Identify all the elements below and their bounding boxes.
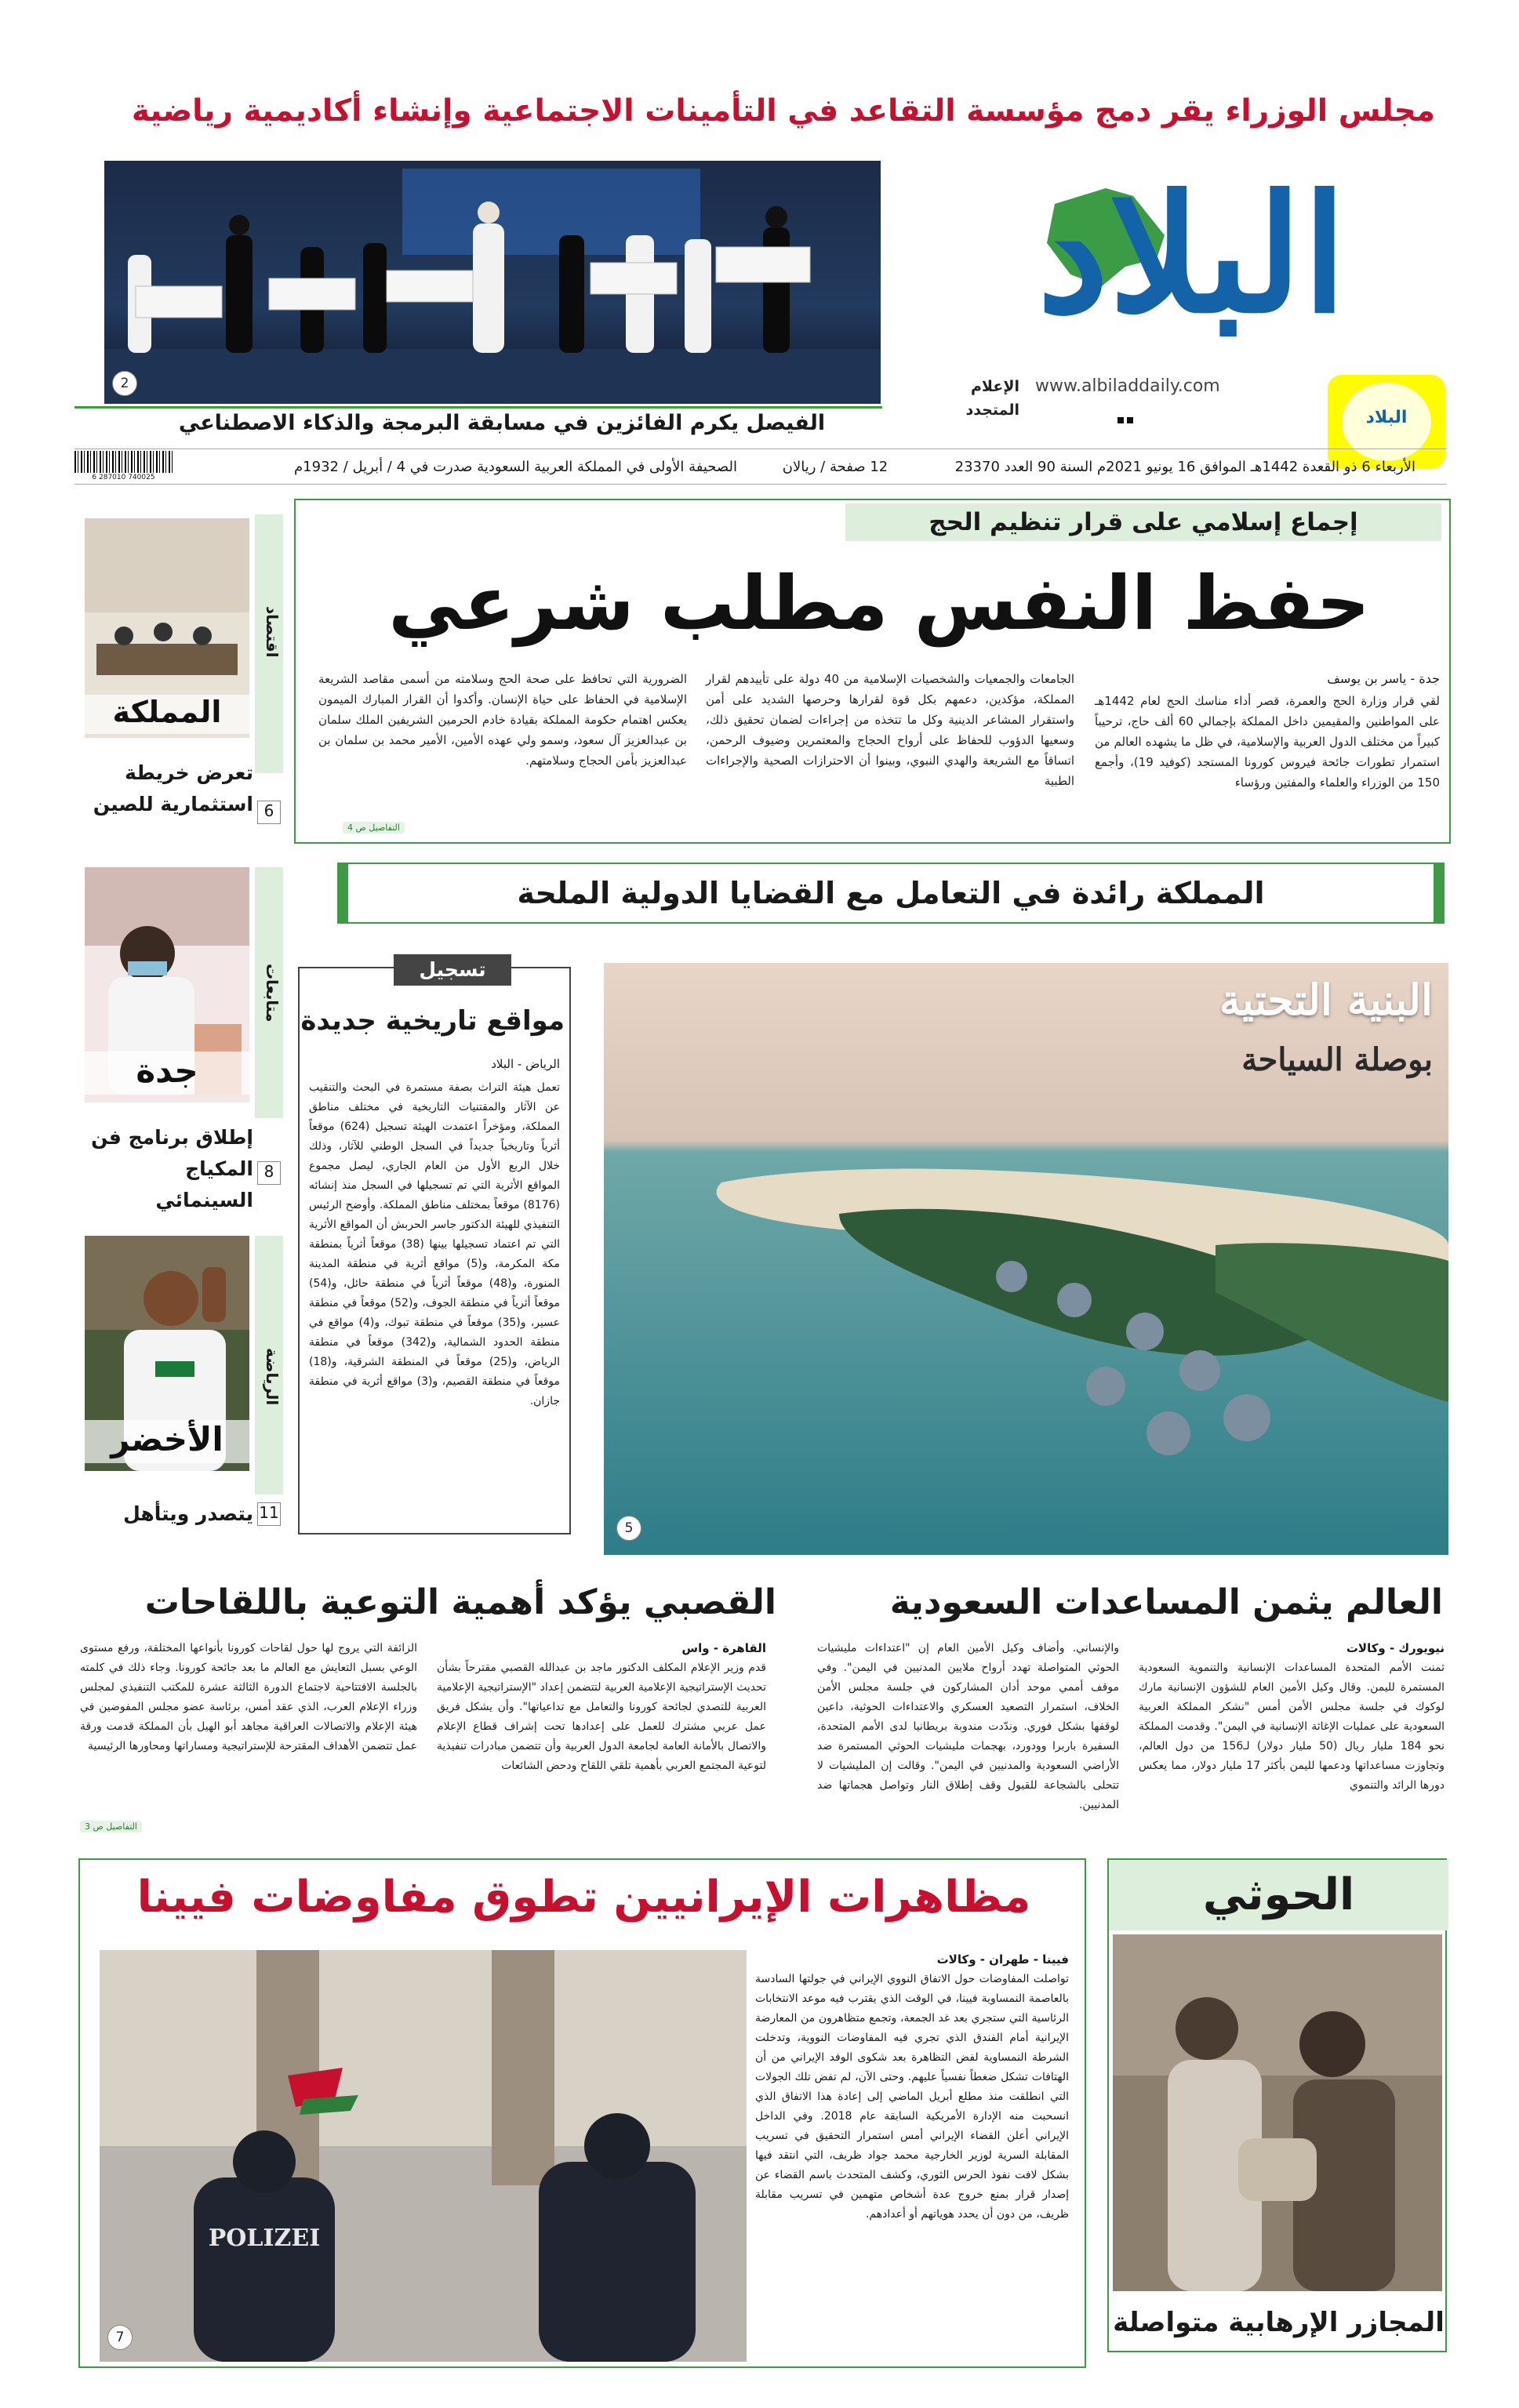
sidebar: [78, 499, 286, 1549]
houthi-photo[interactable]: [1113, 1934, 1442, 2291]
sidebar-page-number: 6: [257, 801, 281, 824]
houthi-title[interactable]: الحوثي: [1109, 1860, 1448, 1930]
sidebar-page-number: 8: [257, 1161, 281, 1185]
qasabi-byline: القاهرة - واس: [681, 1641, 766, 1655]
lead-headline[interactable]: حفظ النفس مطلب شرعي: [388, 561, 1370, 647]
dateline-founding: الصحيفة الأولى في المملكة العربية السعودية صدرت في 4 / أبريل / 1932م: [294, 459, 737, 475]
lead-details-tag[interactable]: التفاصيل ص 4: [343, 822, 405, 834]
top-headline[interactable]: مجلس الوزراء يقر دمج مؤسسة التقاعد في التأمينات الاجتماعية وإنشاء أكاديمية رياضية: [131, 93, 1435, 129]
sidebar-section-strip: [255, 867, 283, 1118]
iran-story: [78, 1858, 1086, 2368]
lead-byline: جدة - ياسر بن يوسف: [1327, 671, 1440, 686]
dot-markers: [1117, 417, 1135, 423]
sidebar-image-green-team[interactable]: [85, 1236, 249, 1471]
qasabi-col-1: قدم وزير الإعلام المكلف الدكتور ماجد بن عبدالله القصبي مقترحاً بشأن تحديث الإستراتيجية الإعلامية العربية لتتضمن إعداد "الإستراتيجية الإعلامية العربية للتصدي لجائحة كورونا والتعامل مع تداعياتها". وأن يشكل فريق عمل عربي مشترك للعمل على إعدادها تحت إشراف قطاع الإعلام والاتصال بالأمانة العامة لجامعة الدول العربية وأن تتضمن مبادرات تنفيذية لتوعية المجتمع العربي بأهمية تلقي اللقاح ودحض الشائعات: [437, 1662, 766, 1772]
record-tag[interactable]: تسجيل: [394, 954, 511, 986]
dateline-date: الأربعاء 6 ذو القعدة 1442هـ الموافق 16 يونيو 2021م السنة 90 العدد 23370: [954, 459, 1415, 475]
snapcode-label: البلاد: [1365, 408, 1408, 427]
sidebar-headline[interactable]: تعرض خريطة استثمارية للصين: [93, 761, 253, 815]
sidebar-section-label: الرياضة: [263, 1348, 282, 1406]
lead-story: [294, 499, 1451, 844]
sidebar-section-strip: [255, 514, 283, 773]
lead-kicker[interactable]: إجماع إسلامي على قرار تنظيم الحج: [845, 503, 1441, 541]
iran-body: تواصلت المفاوضات حول الاتفاق النووي الإيراني في جولتها السادسة بالعاصمة النمساوية فيينا، في الوقت الذي يقترب فيه موعد الانتخابات الرئاسية التي ستجري بعد غد الجمعة، وتجمع متظاهرون من المعارضة الإيرانية أمام الفندق الذي تجري فيه المفاوضات النووية، وتدخلت الشرطة النمساوية لفض التظاهرة بعد شكوى الوفد الإيراني من أن الهتافات تشكل ضغطاً نفسياً عليهم. وحتى الآن، لم تفض تلك الجولات التي انطلقت منذ مطلع أبريل الماضي إلى إعادة هذا الاتفاق الذي انسحبت منه الإدارة الأمريكية السابقة عام 2018. وفي الداخل الإيراني أعلن القضاء الإيراني أمس استمرار التحقيق في تسريب المقابلة السرية لوزير الخارجية محمد جواد ظريف، التي انتقد فيها بشكل لافت نفوذ الحرس الثوري، وكشف المتحدث باسم القضاء عن إصدار قرار بمنع خروج عدة أشخاص متهمين في تسريب مقابلة ظريف، من دون أن يحدد هوياتهم أو أعدادهم.: [755, 1973, 1069, 2221]
record-box: [298, 958, 571, 1535]
dateline-pages: 12 صفحة / ريالان: [782, 459, 889, 475]
aid-col-2: والإنساني. وأضاف وكيل الأمين العام إن "اعتداءات مليشيات الحوثي المتواصلة تهدد أرواح ملايين المدنيين في اليمن". وفي موقف أممي موحد أدان المشاركون في جلسة مجلس الأمن الخلاف، استمرار التصعيد العسكري والاعتداءات الحوثية، داعين لوقفها بشكل فوري. وندّدت مندوبة بريطانيا لدى الأمم المتحدة، السفيرة باربرا وودورد، بهجمات مليشيات الحوثي المستمرة ضد الأراضي السعودية والمدنيين في اليمن". وقالت إن المليشيات لا تتحلى بالشجاعة للقبول وقف إطلاق النار وتواصل هجماتها ضد المدنيين.: [817, 1642, 1119, 1811]
lead-col-2: الجامعات والجمعيات والشخصيات الإسلامية من 40 دولة على تأييدهم لقرار المملكة، مؤكدين، دعمهم بكل قوة لقرارها وحرصها الشديد على أمن واستقرار المشاعر الدينية وكل ما تتخذه من إجراءات لضمان تحقيق ذلك، وسعيها الدؤوب للحفاظ على أرواح الحجاج والمعتمرين وضيوف الرحمن، اتساقاً مع الشريعة والهدي النبوي، وبينوا أن الاحترازات الصحية والإجراءات الطبية: [706, 672, 1074, 788]
page-number-badge: 5: [616, 1516, 641, 1541]
iran-byline: فيينا - طهران - وكالات: [936, 1952, 1069, 1967]
houthi-box: [1107, 1858, 1447, 2352]
page-number-badge: 7: [107, 2325, 133, 2350]
tourism-headline-1[interactable]: البنية التحتية: [1219, 975, 1433, 1025]
sidebar-image-label: المملكة: [85, 695, 249, 734]
banner-headline: المملكة رائدة في التعامل مع القضايا الدولية الملحة: [517, 876, 1265, 910]
aid-byline: نيويورك - وكالات: [1346, 1641, 1445, 1655]
police-protest-image: [100, 1950, 747, 2362]
sidebar-section-strip: [255, 1236, 283, 1495]
sidebar-item-followups[interactable]: [78, 867, 286, 1212]
sidebar-image-economy[interactable]: [85, 518, 249, 738]
record-body: تعمل هيئة التراث بصفة مستمرة في البحث والتنقيب عن الآثار والمقتنيات التاريخية في مختلف مناطق المملكة، ومؤخراً اعتمدت الهيئة تسجيل (624) موقعاً أثرياً وتاريخياً جديداً في السجل الوطني للآثار، وذلك خلال الربع الأول من العام الجاري، ليصل مجموع المواقع الأثرية التي تم تسجيلها في السجل منذ إنشائه (8176) موقعاً بمختلف مناطق المملكة. وأوضح الرئيس التنفيذي للهيئة الدكتور جاسر الحربش أن المواقع الأثرية التي تم اعتماد تسجيلها بينها (38) موقعاً أثرياً بمنطقة مكة المكرمة، و(5) مواقع أثرية في منطقة المدينة المنورة، و(48) موقعاً أثرياً في منطقة حائل، و(54) موقعاً أثرياً في منطقة الجوف، و(52) موقعاً في منطقة عسير، و(35) موقعاً في منطقة تبوك، و(4) مواقع في منطقة الحدود الشمالية، و(342) موقعاً في منطقة الرياض، و(25) موقعاً في المنطقة الشرقية، و(18) موقعاً في منطقة القصيم، و(3) مواقع أثرية في منطقة جازان.: [309, 1081, 560, 1407]
injured-civilians-image: [1113, 1934, 1442, 2291]
aid-headline[interactable]: العالم يثمن المساعدات السعودية: [889, 1582, 1443, 1622]
kingdom-banner[interactable]: [337, 863, 1445, 924]
iran-protest-photo[interactable]: [100, 1950, 747, 2362]
barcode-digits: 6 287010 740025: [92, 474, 155, 481]
qasabi-col-2: الزائفة التي يروج لها حول لقاحات كورونا بأنواعها المختلفة، ورفع مستوى الوعي بسبل التعايش مع العالم ما بعد جائحة كورونا. وجاء ذلك في كلمته بالجلسة الافتتاحية لاجتماع الدورة الثالثة عشرة للمكتب التنفيذي لمجلس وزراء الإعلام العرب، الذي عقد أمس، برئاسة عضو مجلس المفوضين في هيئة الإعلام والاتصالات العراقية مجاهد أبو الهيل بأن المملكة قدمت ورقة عمل تتضمن الأهداف المقترحة للإستراتيجية ومساراتها ومحاورها الرئيسية: [80, 1642, 417, 1752]
award-ceremony-image: [104, 161, 881, 404]
top-photo[interactable]: [104, 161, 881, 404]
record-headline[interactable]: مواقع تاريخية جديدة: [300, 1005, 565, 1037]
aid-col-1: ثمنت الأمم المتحدة المساعدات الإنسانية والتنموية السعودية المستمرة لليمن. وقال وكيل الأمين العام للشؤون الإنسانية مارك لوكوك في جلسة مجلس الأمن أمس "نشكر المملكة العربية السعودية على عمليات الإغاثة الإنسانية في اليمن". وقدمت المملكة نحو 184 مليار ريال (50 مليار دولار) لـ156 من دول العالم، وتجاوزت مساعداتها ودعمها لليمن بأكثر 17 مليار دولار، مما يعكس دورها الرائد والتنموي: [1139, 1662, 1445, 1792]
page-number-badge: 2: [112, 371, 137, 396]
top-photo-caption[interactable]: الفيصل يكرم الفائزين في مسابقة البرمجة والذكاء الاصطناعي: [178, 411, 826, 435]
logo[interactable]: [937, 149, 1447, 376]
dateline-bar: [74, 449, 1447, 485]
qasabi-headline[interactable]: القصبي يؤكد أهمية التوعية باللقاحات: [144, 1582, 776, 1622]
sidebar-item-economy[interactable]: [78, 499, 286, 836]
sidebar-headline[interactable]: يتصدر ويتأهل: [123, 1502, 253, 1525]
masthead-tagline: الإعلام المتجدد: [965, 378, 1019, 419]
sidebar-image-label: الأخضر: [85, 1420, 249, 1463]
houthi-caption[interactable]: المجازر الإرهابية متواصلة: [1113, 2307, 1445, 2338]
sidebar-page-number: 11: [257, 1502, 281, 1526]
qasabi-details-tag[interactable]: التفاصيل ص 3: [80, 1821, 142, 1832]
record-byline: الرياض - البلاد: [491, 1057, 560, 1071]
website-link[interactable]: www.albiladdaily.com: [1035, 376, 1220, 396]
tourism-photo[interactable]: [604, 963, 1448, 1555]
lead-col-1: لقي قرار وزارة الحج والعمرة، قصر أداء مناسك الحج لعام 1442هـ على المواطنين والمقيمين داخل المملكة بإجمالي 60 ألف حاج، ترحيباً كبيراً من مختلف الدول العربية والإسلامية، في ظل ما يشهده العالم من استمرار تطورات جائحة فيروس كورونا المستجد (كوفيد 19)، وأجمع 150 من الوزراء والعلماء والمفتين ورؤساء: [1095, 694, 1440, 790]
sidebar-section-label: متابعات: [263, 963, 282, 1022]
lead-col-3: الضرورية التي تحافظ على صحة الحج وسلامته من أسمى مقاصد الشريعة الإسلامية في الحفاظ على حياة الإنسان. وأكدوا أن القرار المبارك الميمون يعكس اهتمام حكومة المملكة بقيادة خادم الحرمين الشريفين الملك سلمان بن عبدالعزيز آل سعود، وسمو ولي عهده الأمين، الأمير محمد بن سلمان بن عبدالعزيز بأمن الحجاج وسلامتهم.: [318, 672, 687, 768]
logo-wordmark: البلاد: [1037, 161, 1347, 349]
police-vest-label: POLIZEI: [208, 2225, 321, 2252]
iran-headline[interactable]: مظاهرات الإيرانيين تطوق مفاوضات فيينا: [136, 1872, 1031, 1923]
sidebar-image-label: جدة: [85, 1051, 249, 1095]
sidebar-image-jeddah[interactable]: [85, 867, 249, 1102]
sidebar-headline[interactable]: إطلاق برنامج فن المكياج السينمائي: [91, 1126, 253, 1211]
sidebar-section-label: اقتصاد: [263, 606, 282, 658]
barcode: [74, 451, 173, 482]
sidebar-item-sports[interactable]: [78, 1236, 286, 1549]
tourism-headline-2[interactable]: بوصلة السياحة: [1241, 1041, 1433, 1078]
